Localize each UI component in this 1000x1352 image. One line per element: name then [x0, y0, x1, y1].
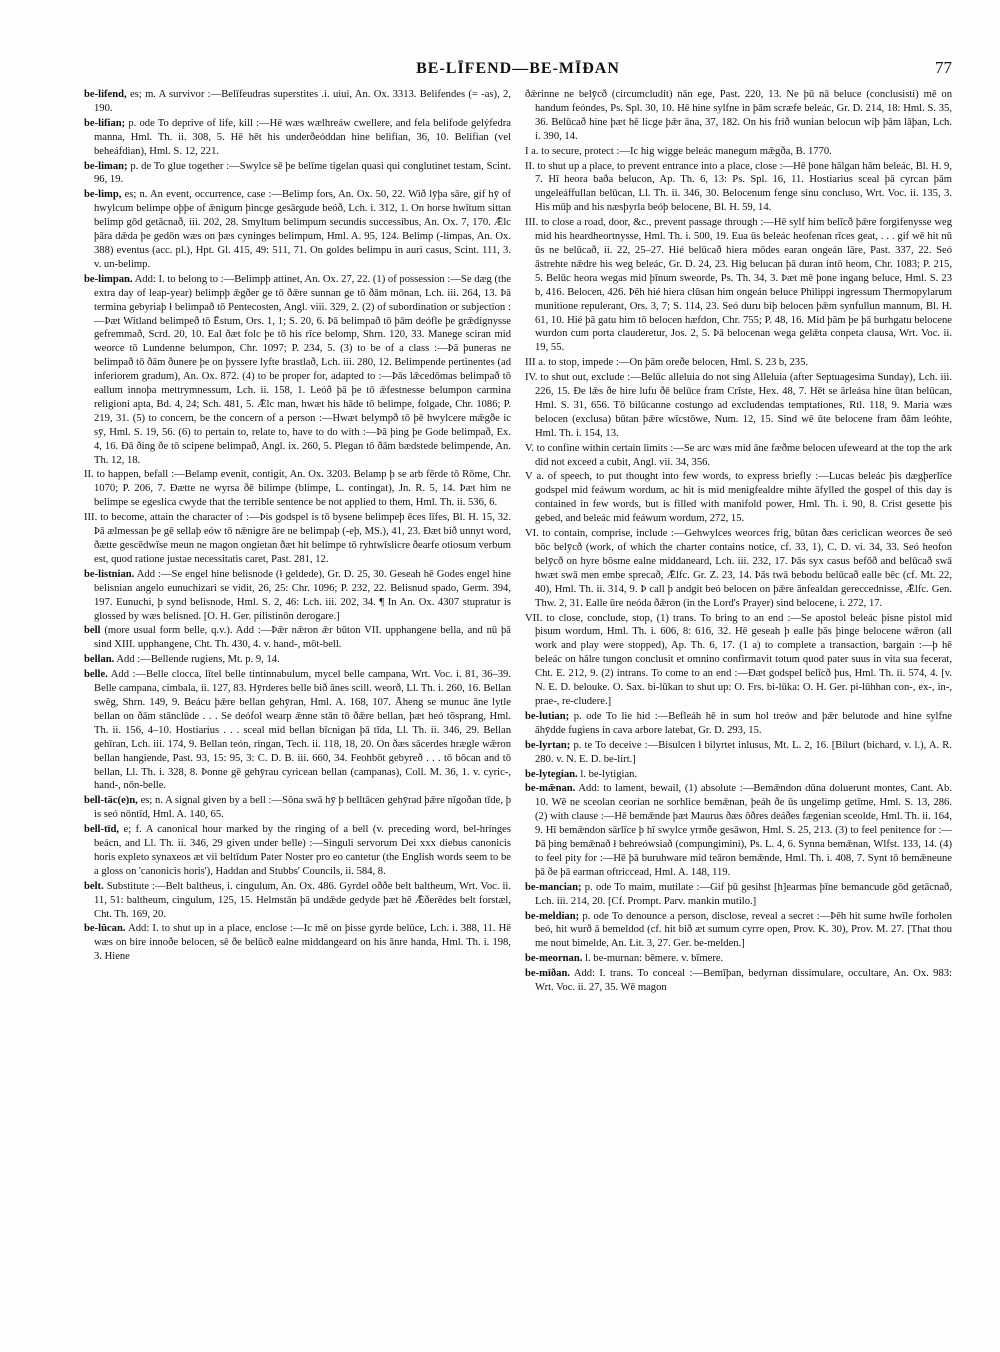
dictionary-entry [525, 967, 952, 995]
entry-headword: bell-tīd, [84, 824, 120, 836]
entry-headword: bell-tāc(e)n, [84, 795, 138, 807]
entry-text: III a. to stop, impede :—On þām oreðe belocen, Hml. S. 23 b, 235. [525, 357, 809, 369]
entry-text: Add: I. to belong to :—Belimpþ attinet, An. Ox. 27, 22. (1) of possession :—Se dæg (the extra day of leap-year) belimpþ ǣgðer ge tō ðǣre sunnan ge tō ðām mōnan, Lch. iii. 264, 13. Þā termina gebyriaþ ł belimpað tō Pentecosten, Angl. viii. 329, 2. (2) of subordination or subjection :—Þæt Witland belimpeð tō Ēstum, Ors. 1, 1; S. 20, 6. Þā belimpað tō þām deófle þe grǣdignysse gefremmað, Scrd. 20, 10. Eal ðæt folc þe tō his rīce belomp, Shrn. 120, 33. Manege sciran mid weorce tō Lundenne belumpon, Chr. 1097; P. 234, 5. (3) to be of a class :—Þā þuneras ne belimpað tō ðām ðunere þe on þyssere lyfte brastlað, Lch. iii. 280, 12. Belimpende pertinentes (ad inferiorem gradum), An. Ox. 872. (4) to be proper for, adapted to :—Þās lǣcedōmas belimpað tō eallum innoþa mettrymnessum, Lch. ii. 158, 1. Leóð þā þe tō ǣfestnesse belumpon carmina religioni apta, Bd. 4, 24; Sch. 481, 5. Ǣlc man, hwæt his hāde tō belimpe, folgade, Chr. 1086; P. 219, 31. (5) to concern, be the concern of a person :—Hwæt belympð tō þē hwylcere mǣgðe ic sȳ, Hml. S. 19, 56. (6) to pertain to, relate to, have to do with :—Þā þing þe Gode belimpað, Ex. 4, 16. Ðā ðing ðe tō scipene belimpað, Angl. ix. 260, 5. Plegan tō ðām bædstede belimpende, An. Th. 12, 18. [94, 273, 511, 466]
entry-headword: belle. [84, 669, 108, 681]
entry-text: Add: I. trans. To conceal :—Bemīþan, bedyrnan dissimulare, occultare, An. Ox. 983: Wrt. Voc. ii. 27, 35. Wē magon [535, 968, 952, 994]
entry-headword: be-mancian; [525, 881, 582, 893]
entry-headword: be-limpan. [84, 273, 133, 285]
entry-text: ðǣrinne ne belȳcð (circumcludit) nān ege, Past. 220, 13. Ne þū nā beluce (conclusisti) mē on handum feóndes, Ps. Spl. 30, 10. Hē hine sylfne in þām scræfe beleác, Gr. D. 214, 18: Hml. S. 35, 36. Belūcað hine þæt hē licge þǣr āna, 37, 182. On his frið wunian belocun wiþ þām lāþan, Lch. i. 390, 14. [525, 89, 952, 142]
entry-text: p. de To glue together :—Swylce sē þe belīme tigelan quasi qui conglutinet testam, Scint. 96, 19. [94, 160, 511, 186]
entry-headword: be-mīðan. [525, 968, 571, 980]
entry-text: p. ode To maim, mutilate :—Gif þū gesihst [h]earmas þīne bemancude gōd getācnað, Lch. iii. 214, 20. [Cf. Prompt. Parv. mankin mutilo.] [535, 881, 952, 907]
entry-text: p. ode To denounce a person, disclose, reveal a secret :—Þēh hit sume hwīle forholen beó, hit wurð ā bemeldod (cf. hit bið æt sumum cyrre open, Prov. K. 30), Prov. M. 27. [That thou me nout bimelde, An. Lit. 3, 27. Ger. be-melden.] [535, 910, 952, 950]
dictionary-entry [525, 371, 952, 441]
dictionary-entry [525, 782, 952, 879]
entry-text: Add :—Bellende rugiens, Mt. p. 9, 14. [116, 654, 280, 666]
entry-headword: bellan. [84, 654, 115, 666]
entry-text: es; n. A signal given by a bell :—Sōna swā hȳ þ belltācen gehȳrad þǣre nīgoðan tīde, þ is seó nōntīd, Hml. A. 140, 65. [94, 795, 511, 821]
entry-text: III. to close a road, door, &c., prevent passage through :—Hē sylf him belīcð þǣre forgifenysse weg mid his heardheortnysse, Hml. Th. i. 500, 19. Eua ūs beleác heofenan rīces geat, . . . gif wē hit nū ūs ne belūcað, ii. 22, 25–27. Hié belūcað hiera mōdes earan ongeán lāre, Past. 337, 22. Seó āstrehte nǣdre his weg beleác, Gr. D. 24, 23. Hig belucan þā duran intō heom, Chr. 1083; P. 215, 5. Belūc heora wegas mid þīnum sweorde, Ps. Th. 34, 3. Þæt mē þone ingang beluce, Hml. S. 23 b, 416. Belocen, 426. Þēh hié hiera clūsan him ongeán beluce Philippi ingressum Thermopylarum munitione repulerant, Ors. 3, 7; S. 114, 23. Seó duru biþ belocen þǣm synfullun mannum, Bl. H. 61, 10. Hié þā gatu him tō belocen hæfdon, Chr. 755; P. 48, 16. Mid þām þe þā burhgatu belocene wurdon cum porta clauderetur, Jos. 2, 5. Þā belocenan wega gelǣta conpeta clausa, Wrt. Voc. ii. 19, 55. [525, 217, 952, 354]
dictionary-entry [84, 624, 511, 652]
entry-text: Add: to lament, bewail, (1) absolute :—Bemǣndon dūna doluerunt montes, Cant. Ab. 10. Wē ne sceolan ceorian ne sorhlice bemǣnan, þeáh ðe ūs ungelimp getīme, Hml. S. 13, 286. (2) with clause :—Hē bemǣnde þæt Maurus ðæs ōðres deáðes fægenian sceolde, Hml. Th. ii. 164, 9. Hī bemǣndon sārlīce þ hī swylce yrmðe gesāwon, Hml. S. 25, 213. (3) to feel penitence for :—Þā þing bemǣnað ł behreówsiað (compungimini), Ps. L. 4, 6. Synna bemǣnan, Wlfst. 133, 14. (4) to feel pity for :—Hē þā buruhware mid teāron bemǣnde, Hml. Th. i. 408, 7. Synt tō bemǣneune þā ðe þā earman oftriccead, Hml. A. 148, 119. [535, 783, 952, 878]
dictionary-entry [525, 216, 952, 355]
dictionary-entry [84, 922, 511, 964]
entry-text: Substitute :—Belt baltheus, i. cingulum, An. Ox. 486. Gyrdel oððe belt baltheum, Wrt. Voc. ii. 11, 51: baltheum, cingulum, 125, 15. Helmstān þā undǣde gedyde þæt hē Ǣðerēdes belt forstæl, Cht. Th. 169, 20. [94, 880, 511, 920]
entry-text: II. to happen, befall :—Belamp evenit, contigit, An. Ox. 3203. Belamp þ se arb fērde tō Rōme, Chr. 1070; P. 206, 7. Ðætte ne wyrsa ðē bilimpe (blimpe, L. contingat), Jn. R. 5, 14. Þæt him ne belimpe se egeslica cwyde that the terrible sentence be not applied to them, Hml. Th. ii. 536, 6. [84, 469, 511, 509]
entry-headword: be-lifian; [84, 117, 126, 129]
dictionary-entry [525, 88, 952, 144]
entry-text: VII. to close, conclude, stop, (1) trans. To bring to an end :—Se apostol beleác þisne pistol mid þisum wordum, Hml. Th. i. 606, 8: 616, 32. Hē geseah þ ealle þās þinge belocene wǣron (all work and play were stopped), Ap. Th. 6, 17. (1 a) to complete a transaction, bargain :—þ hē beleác on hālre tungon conclusit et omnino confirmavit totum quod pater suus in vita sua fecerat, Cht. E. 212, 9. (2) intrans. To come to an end :—Ðæt godspel belīcð þus, Hml. Th. ii. 574, 4. [v. N. E. D. belouke. O. Sax. bi-lūkan to shut up: O. Frs. bi-lūka: O. H. Ger. pi-lūhhan con-, ex-, in-, prae-, re-cludere.] [525, 612, 952, 707]
entry-text: Add :—Belle clocca, lītel belle tintinnabulum, mycel belle campana, Wrt. Voc. i. 81, 36–39. Belle campana, cimbala, ii. 127, 83. Hȳrderes belle bið ānes scill. weorð, Ll. Th. i. 260, 16. Bellan swēg, Shrn. 149, 9. Beácu þǣre bellan gehȳran, Hml. A. 168, 107. Āheng se munuc āne lytle bellan on ðām stānclūde . . . Se deófol wearp ǣnne stān tō ðǣre bellan, þæt heó tōsprang, Hml. Th. ii. 156, 4–10. Hostiarius . . . sceal mid bellan bīcnigan þā tīda, Ll. Th. ii. 346, 29. Bellan gehīran, Lch. iii. 174, 9. Bellan teón, ringan, Tech. ii. 118, 18, 20. On ðæs sācerdes hrægle wǣron bellan hangiende, Past. 93, 15: 95, 3: C. D. B. iii. 660, 34. Feohbōt gebyreð . . . tō bōcan and tō bellan, Ll. Th. i. 328, 8. Þonne gē gehȳrau cyricean bellan (campanas), Coll. M. 36, 1. v. cyric-, hand-, nōn-belle. [94, 669, 511, 792]
entry-headword: be-limp, [84, 189, 122, 201]
dictionary-entry [525, 768, 952, 782]
dictionary-entry [84, 568, 511, 624]
entry-text: (more usual form belle, q.v.). Add :—Þǣr nǣron ǣr būton VII. upphangene bella, and nū þā sind XIII. upphangene, Cht. Th. 430, 4. v. hand-, mōt-bell. [94, 625, 511, 651]
dictionary-entry [525, 160, 952, 216]
dictionary-entry [84, 160, 511, 188]
left-column [84, 88, 511, 1343]
entry-headword: be-listnian. [84, 568, 135, 580]
dictionary-entry [84, 653, 511, 667]
entry-headword: belt. [84, 880, 104, 892]
entry-text: p. ode To deprive of life, kill :—Hē wæs wælhreáw cwellere, and fela belifode gelýfedra manna, Hml. Th. ii. 308, 5. Hē hēt his underðeóddan hine belifian, 36, 10. Belifian (vel beheáfdian), Hml. S. 12, 221. [94, 117, 511, 157]
dictionary-entry [84, 117, 511, 159]
entry-text: Add :—Se engel hine belisnode (ł geldede), Gr. D. 25, 30. Geseah hē Godes engel hine belisnian angelo eunuchizari se vidit, 26, 25: Chr. 1096; P. 232, 22. Belisnud spado, Germ. 394, 197. Eunuchi, þ synd belisnode, Hml. S. 2, 46: Lch. iii. 202, 34. ¶ In An. Ox. 4307 stupratur is glossed by wæs belisned. [O. H. Ger. pilistinōn derogare.] [94, 568, 511, 622]
entry-text: es; m. A survivor :—Belīfeudras superstites .i. uiui, An. Ox. 3313. Belifendes (= -as), 2, 190. [94, 89, 511, 114]
dictionary-entry [525, 356, 952, 370]
entry-headword: be-meornan. [525, 953, 583, 965]
entry-text: V. to confine within certain limits :—Se arc wæs mid āne fæðme belocen ufeweard at the top the ark did not exceed a cubit, Angl. vii. 34, 356. [525, 442, 952, 468]
dictionary-entry [525, 527, 952, 610]
entry-text: e; f. A canonical hour marked by the ringing of a bell (v. preceding word, bel-hringes beácn, and Ll. Th. ii. 346, 29 given under belle) :—Singuli servorum Dei xxx diebus canonicis horis expleto synaxeos æt vii beltīdum Pater Noster pro eo cantetur (the English words seem to be a gloss on 'canonicis horis'), Haddan and Stubbs' Councils, ii. 584, 8. [94, 824, 511, 877]
dictionary-entry [84, 511, 511, 567]
dictionary-entry [84, 273, 511, 468]
dictionary-entry [525, 739, 952, 767]
entry-text: p. ode To lie hid :—Befleáh hē in sum hol treów and þǣr belutode and hine sylfne āhȳdde fugiens in cava arbore latebat, Gr. D. 293, 15. [535, 710, 952, 736]
entry-headword: be-lyrtan; [525, 739, 571, 751]
entry-text: I a. to secure, protect :—Ic hig wigge beleác manegum mǣgða, B. 1770. [525, 145, 832, 157]
entry-headword: be-lūcan. [84, 923, 126, 935]
entry-headword: be-lutian; [525, 710, 570, 722]
entry-headword: be-lifend, [84, 89, 127, 100]
entry-headword: be-lytegian. [525, 768, 578, 780]
right-column [525, 88, 952, 1343]
entry-headword: bell [84, 625, 101, 637]
dictionary-entry [84, 794, 511, 822]
dictionary-entry [84, 88, 511, 116]
dictionary-entry [525, 470, 952, 526]
entry-text: l. be-murnan: bēmere. v. bīmere. [585, 953, 724, 965]
entry-text: p. te To deceive :—Bisulcen ł bilyrtet inlusus, Mt. L. 2, 16. [Bilurt (bichard, v. l.), A. R. 280. v. N. E. D. be-lirt.] [535, 739, 952, 765]
dictionary-entry [525, 910, 952, 952]
entry-text: II. to shut up a place, to prevent entrance into a place, close :—Hē þone hālgan hām beleác, Bl. H. 9, 7. Hī heora baða belucon, Ap. Th. 6, 13: Ps. Spl. 16, 11. Hostiarius sceal þā cyrcan þām ungeleáffullan belūcan, Ll. Th. ii. 346, 30. Belocenum fenge sinu concluso, Wrt. Voc. ii. 135, 3. His mūþ and his næsþyrla beóþ belocene, Bl. H. 59, 14. [525, 160, 952, 214]
entry-text: VI. to contain, comprise, include :—Gehwylces weorces frig, būtan ðæs cericlican weorces ðe seó bōc belȳcð (work, of which the charter contains notice, cf. 33, 1), C. D. vi. 34, 33. Seó heofon belȳcð on hyre bōsme ealne middaneard, Lch. iii. 232, 17. Þās syx casus befōð and belūcað swā hwæt swā men embe sprecað, Ǣlfc. Gr. Z. 23, 14. Þās twā bebodu belūcað ealle bēc (cf. Mt. 22, 40), Hml. Th. ii. 314, 9. Þ call þ andgit beó belocen on þǣre ānfealdan gereccednisse, Ǣlfc. Gen. Thw. 2, 31. Ealle ūre neóda ðǣron (in the Lord's Prayer) sind belocene, i. 272, 17. [525, 528, 952, 609]
entry-text: IV. to shut out, exclude :—Belūc alleluia do not sing Alleluia (after Septuagesima Sunday), Lch. iii. 226, 15. Ðe lǣs ðe hire lufu ðē belūce fram Crīste, Hex. 48, 7. Hēt se ārleása hine ūtan belūcan, Hml. S. 31, 656. Tō bilūcanne costungo ad excludendas temptationes, Rtl. 118, 9. Maria wæs belocen (exclusa) būtan þǣre wīcstōwe, Num. 12, 15. Sind wē ūte belocene fram ðām leóhte, Hml. Th. i. 154, 13. [525, 372, 952, 439]
entry-text: es; n. An event, occurrence, case :—Belimp fors, An. Ox. 50, 22. Wið lȳþa sāre, gif hȳ of hwylcum belimpe oþþe of ǣnigum þincge gesārgude beóð, Lch. i. 312, 1. On horse hwītum sittan belimp gōd getācnað, iii. 202, 28. Smyltum belimpum secundis successibus, An. Ox. 7, 170. Ǣlc þāra dǣda þe gedōn wæs on þæs cyninges belimpum, Hml. A. 95, 124. Belimp (-limpas, An. Ox. 388) eventus (acc. pl.), Hpt. Gl. 415, 49: 511, 71. On goldes belimpu in auri casus, Scint. 111, 3. v. un-belimp. [94, 189, 511, 270]
entry-headword: be-meldian; [525, 910, 580, 922]
entry-headword: be-liman; [84, 160, 128, 172]
entry-text: l. be-lytigian. [580, 768, 638, 780]
dictionary-entry [84, 668, 511, 793]
dictionary-entry [525, 881, 952, 909]
dictionary-entry [84, 823, 511, 879]
text-columns [84, 88, 952, 1343]
entry-text: III. to become, attain the character of :—Þis godspel is tō bysene belimpeþ ēces līfes, Bl. H. 15, 32. Þā ælmessan þe gē sellaþ eów tō nǣnigre āre ne belimpaþ (-eþ, MS.), 41, 23. Ðæt bið unnyt word, ðætte gescēdwīse meun ne magon ongietan ðæt hit belimpe tō ryhtwīslicre ðearfe otiosum verbum est, quod ratione justae necessitatis caret, Past. 281, 12. [84, 512, 511, 565]
entry-text: Add: I. to shut up in a place, enclose :—Ic mē on þisse gyrde belūce, Lch. i. 388, 11. Hē wæs on bire innoðe belocen, sē ðe belūcð ealne middangeard on his ānre handa, Hml. Th. i. 198, 3. Hiene [94, 923, 511, 963]
dictionary-entry [525, 952, 952, 966]
dictionary-entry [84, 468, 511, 510]
dictionary-entry [525, 612, 952, 709]
dictionary-entry [525, 442, 952, 470]
dictionary-entry [525, 145, 952, 159]
dictionary-entry [84, 880, 511, 922]
page-header [84, 52, 952, 88]
entry-text: V a. of speech, to put thought into few words, to express briefly :—Lucas beleác þis dægþerlīce godspel mid feáwum wordum, ac hit is mid menigfealdre mihte āfylled the gospel of this day is contained in few words, but is filled with manifold power, Hml. Th. i. 90, 8. Crist gesette þis gebed, and beleác mid feáwum wordum, 272, 15. [525, 471, 952, 525]
dictionary-entry [84, 188, 511, 271]
page-number: 77 [935, 58, 952, 77]
dictionary-entry [525, 710, 952, 738]
running-head: BE-LĪFEND—BE-MĪÐAN [416, 60, 620, 77]
entry-headword: be-mǣnan. [525, 783, 576, 795]
